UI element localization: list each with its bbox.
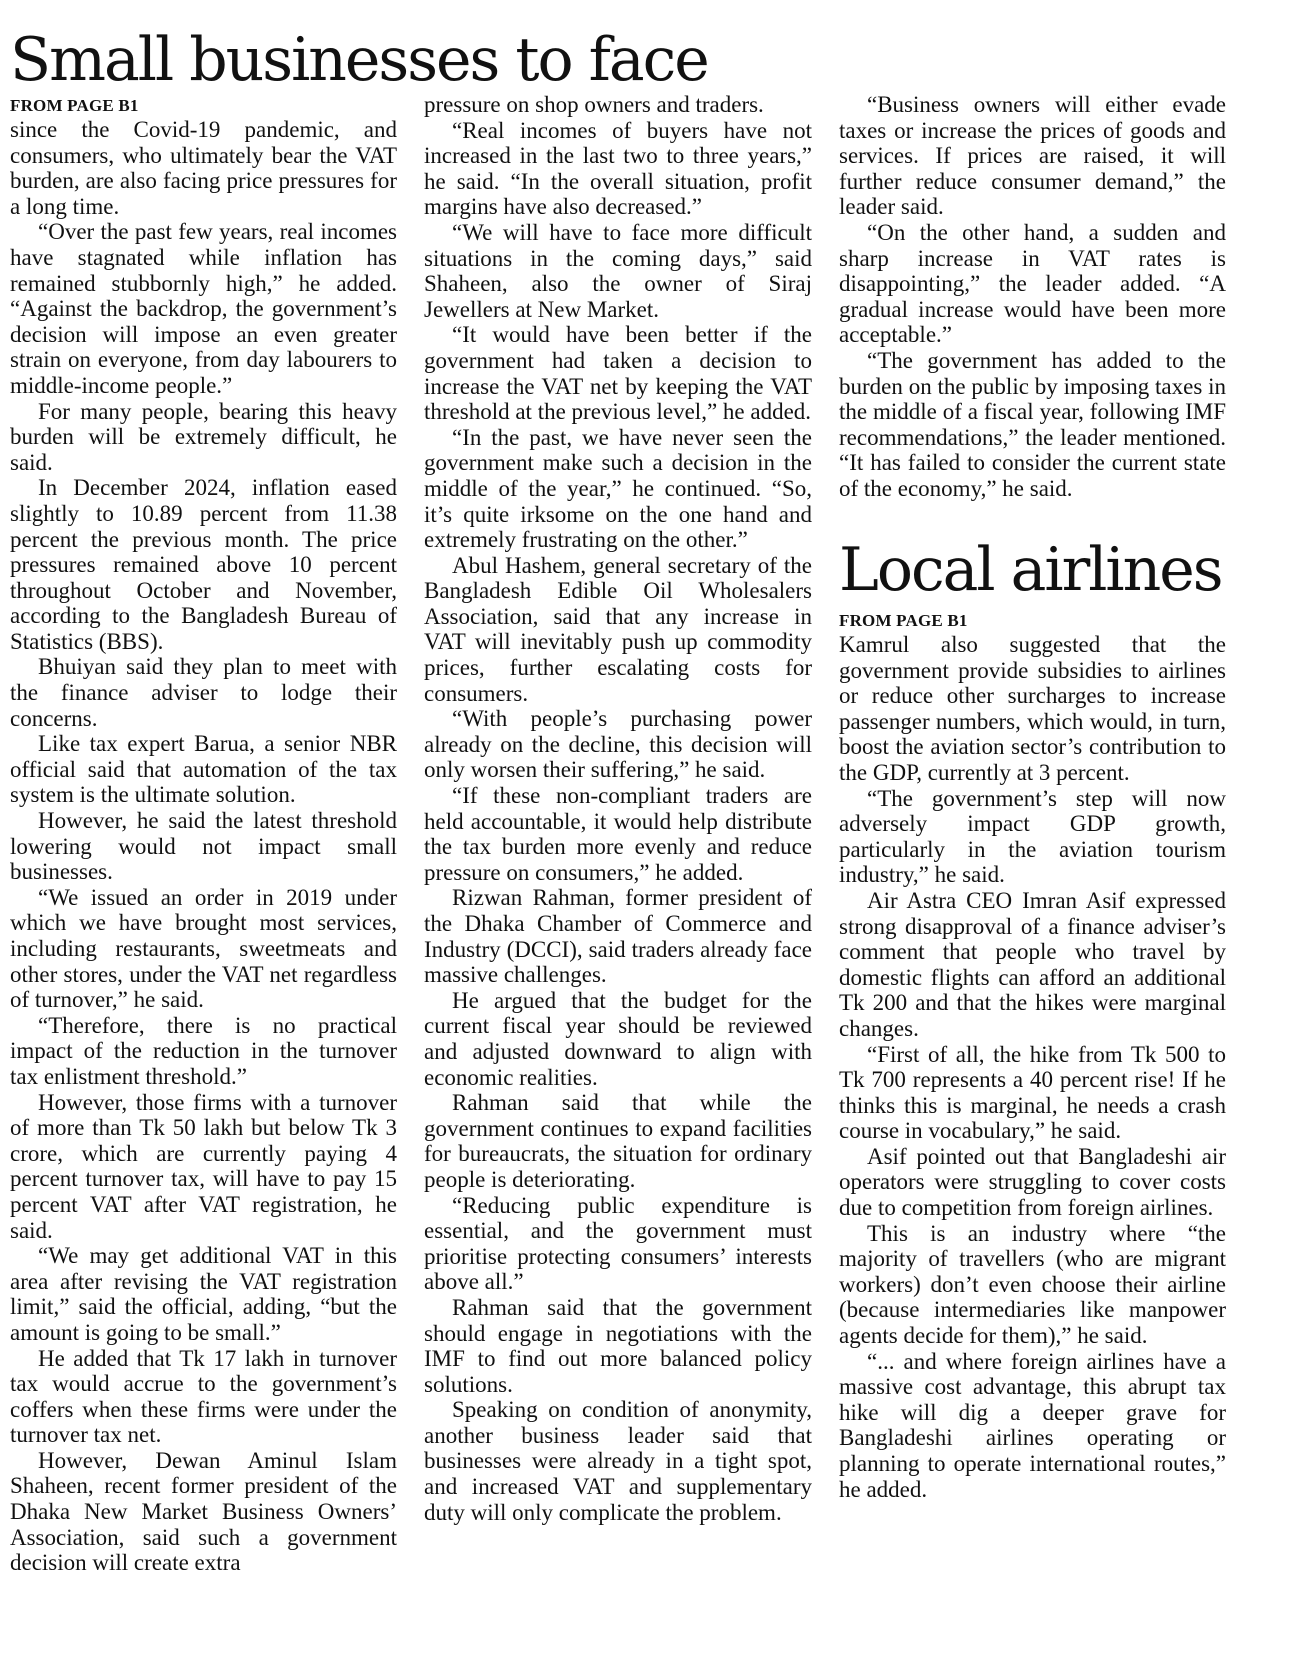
article-paragraph: “The government has added to the burden on the public by imposing taxes in the middle of a fiscal year, following IMF recommendations,” the leader mentioned. “It has failed to consider the current state of the economy,” he said. <box>839 347 1226 501</box>
article-paragraph: “With people’s purchasing power already on the decline, this decision will only worsen their suffering,” he said. <box>424 706 812 783</box>
article-paragraph: “... and where foreign airlines have a massive cost advantage, this abrupt tax hike will dig a deeper grave for Bangladeshi airlines operating or planning to operate international routes,” he added. <box>839 1348 1226 1502</box>
article-headline: Small businesses to face <box>10 25 708 95</box>
article-paragraph: “We will have to face more difficult situations in the coming days,” said Shaheen, also the owner of Siraj Jewellers at New Market. <box>424 219 812 322</box>
article-paragraph: “On the other hand, a sudden and sharp increase in VAT rates is disappointing,” the leader added. “A gradual increase would have been more acceptable.” <box>839 219 1226 348</box>
article-paragraph: However, those firms with a turnover of more than Tk 50 lakh but below Tk 3 crore, which are currently paying 4 percent turnover tax, will have to pay 15 percent VAT after VAT registration, he said. <box>10 1089 397 1243</box>
article-kicker: FROM PAGE B1 <box>839 611 968 630</box>
article-paragraph: Abul Hashem, general secretary of the Bangladesh Edible Oil Wholesalers Association, said that any increase in VAT will inevitably push up commodity prices, further escalating costs for consumers. <box>424 552 812 706</box>
article-paragraph: “Reducing public expenditure is essential, and the government must prioritise protecting consumers’ interests above all.” <box>424 1192 812 1295</box>
article-paragraph: pressure on shop owners and traders. <box>424 92 764 117</box>
article-paragraph: “We issued an order in 2019 under which we have brought most services, including restaurants, sweetmeats and other stores, under the VAT net regardless of turnover,” he said. <box>10 884 397 1013</box>
article-paragraph: Asif pointed out that Bangladeshi air operators were struggling to cover costs due to competition from foreign airlines. <box>839 1143 1226 1221</box>
article-paragraph: “Real incomes of buyers have not increased in the last two to three years,” he said. “In the overall situation, profit margins have also decreased.” <box>424 117 812 220</box>
article-paragraph: “The government’s step will now adversely impact GDP growth, particularly in the aviation tourism industry,” he said. <box>839 785 1226 888</box>
article-paragraph: Like tax expert Barua, a senior NBR official said that automation of the tax system is the ultimate solution. <box>10 731 397 808</box>
article-paragraph: “First of all, the hike from Tk 500 to Tk 700 represents a 40 percent rise! If he thinks this is marginal, he needs a crash course in vocabulary,” he said. <box>839 1041 1226 1144</box>
article-paragraph: Bhuiyan said they plan to meet with the finance adviser to lodge their concerns. <box>10 654 397 731</box>
article-column-1 <box>10 117 397 1652</box>
article-paragraph: However, Dewan Aminul Islam Shaheen, recent former president of the Dhaka New Market Business Owners’ Association, said such a government decision will create extra <box>10 1447 397 1576</box>
article-paragraph: He added that Tk 17 lakh in turnover tax would accrue to the government’s coffers when these firms were under the turnover tax net. <box>10 1345 397 1448</box>
article-paragraph: “Business owners will either evade taxes or increase the prices of goods and services. If prices are raised, it will further reduce consumer demand,” the leader said. <box>839 92 1226 220</box>
article-paragraph: “Over the past few years, real incomes have stagnated while inflation has remained stubbornly high,” he added. “Against the backdrop, the government’s decision will impose an even greater strain on everyone, from day labourers to middle-income people.” <box>10 219 397 398</box>
article-paragraph: Rahman said that the government should engage in negotiations with the IMF to find out more balanced policy solutions. <box>424 1294 812 1397</box>
article-paragraph: This is an industry where “the majority of travellers (who are migrant workers) don’t even choose their airline (because intermediaries like manpower agents decide for them),” he said. <box>839 1220 1226 1349</box>
article-paragraph: “We may get additional VAT in this area after revising the VAT registration limit,” said the official, adding, “but the amount is going to be small.” <box>10 1243 397 1345</box>
article-kicker: FROM PAGE B1 <box>10 96 139 115</box>
article-paragraph: “If these non-compliant traders are held accountable, it would help distribute the tax burden more evenly and reduce pressure on consumers,” he added. <box>424 783 812 885</box>
article-paragraph: He argued that the budget for the current fiscal year should be reviewed and adjusted downward to align with economic realities. <box>424 987 812 1090</box>
article-paragraph: In December 2024, inflation eased slightly to 10.89 percent from 11.38 percent the previous month. The price pressures remained above 10 percent throughout October and November, according to the Bangladesh Bureau of Statistics (BBS). <box>10 475 397 654</box>
article-paragraph: Speaking on condition of anonymity, another business leader said that businesses were already in a tight spot, and increased VAT and supplementary duty will only complicate the problem. <box>424 1397 812 1525</box>
article-column-3 <box>839 92 1226 512</box>
article-paragraph: “In the past, we have never seen the government make such a decision in the middle of the year,” he continued. “So, it’s quite irksome on the one hand and extremely frustrating on the other.” <box>424 424 812 553</box>
article-paragraph: Air Astra CEO Imran Asif expressed strong disapproval of a finance adviser’s comment that people who travel by domestic flights can afford an additional Tk 200 and that the hikes were marginal changes. <box>839 887 1226 1041</box>
article-headline: Local airlines <box>839 535 1222 605</box>
article-column-4 <box>839 632 1226 1652</box>
article-paragraph: “It would have been better if the government had taken a decision to increase the VAT net by keeping the VAT threshold at the previous level,” he added. <box>424 322 812 425</box>
article-paragraph: For many people, bearing this heavy burden will be extremely difficult, he said. <box>10 398 397 475</box>
article-column-2 <box>424 92 812 1652</box>
article-paragraph: However, he said the latest threshold lowering would not impact small businesses. <box>10 808 397 885</box>
article-paragraph: Rizwan Rahman, former president of the Dhaka Chamber of Commerce and Industry (DCCI), said traders already face massive challenges. <box>424 885 812 988</box>
article-paragraph: Kamrul also suggested that the government provide subsidies to airlines or reduce other surcharges to increase passenger numbers, which would, in turn, boost the aviation sector’s contribution to the GDP, currently at 3 percent. <box>839 632 1226 785</box>
article-paragraph: Rahman said that while the government continues to expand facilities for bureaucrats, the situation for ordinary people is deteriorating. <box>424 1090 812 1192</box>
article-paragraph: “Therefore, there is no practical impact of the reduction in the turnover tax enlistment threshold.” <box>10 1012 397 1089</box>
article-paragraph: since the Covid-19 pandemic, and consumers, who ultimately bear the VAT burden, are also facing price pressures for a long time. <box>10 117 397 219</box>
